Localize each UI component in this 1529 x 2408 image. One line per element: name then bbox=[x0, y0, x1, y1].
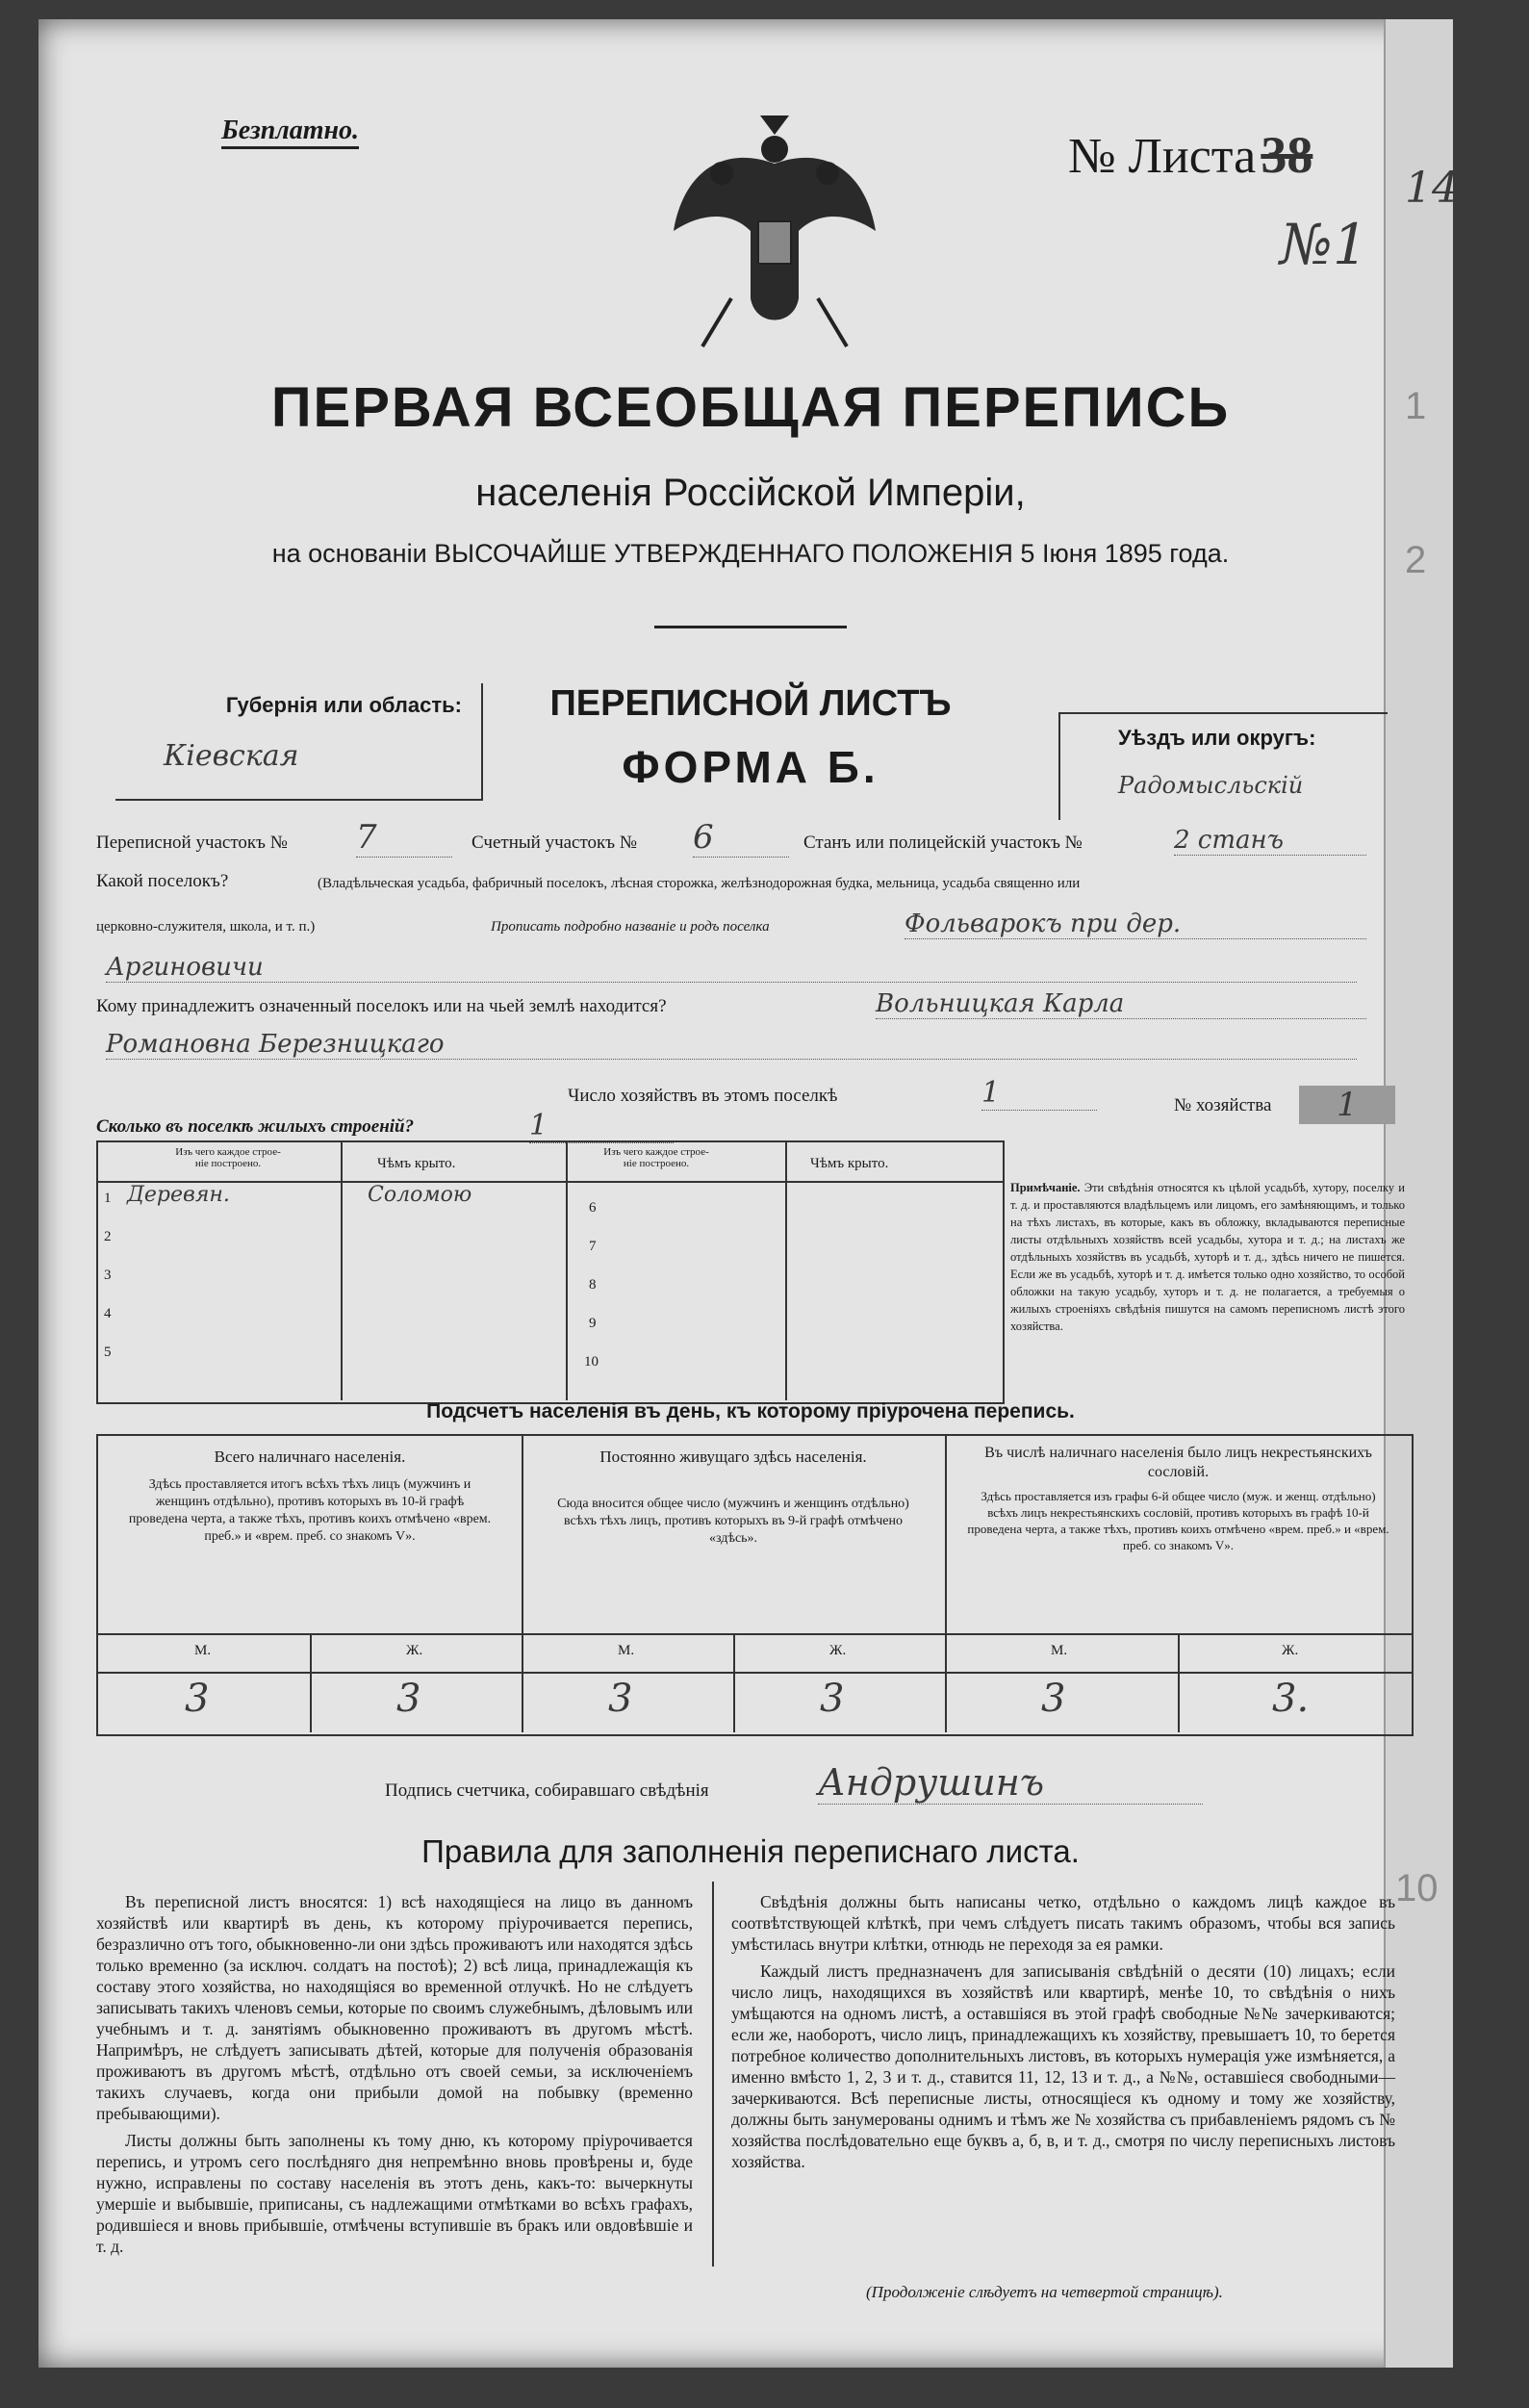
rules-right-paragraph-1: Свѣдѣнія должны быть написаны четко, отдѣльно о каждомъ лицѣ каждое въ соотвѣтствующей клѣткѣ, при чемъ слѣдуетъ писать такимъ образомъ, чтобы вся запись умѣстилась внутри клѣтки, отнюдь не переходя за ея рамки. bbox=[731, 1892, 1395, 1954]
household-number-label: № хозяйства bbox=[1174, 1095, 1272, 1115]
settlement-instruction: Прописать подробно названіе и родъ поселка bbox=[491, 919, 770, 935]
buildings-row-6: 6 bbox=[589, 1200, 597, 1216]
signature-label: Подпись счетчика, собиравшаго свѣдѣнія bbox=[385, 1780, 709, 1801]
buildings-row-10: 10 bbox=[584, 1354, 599, 1370]
total-f-label: Ж. bbox=[406, 1643, 423, 1658]
buildings-row-7: 7 bbox=[589, 1239, 597, 1254]
nonpeasant-f-label: Ж. bbox=[1282, 1643, 1299, 1658]
buildings-col-roof-right: Чѣмъ крыто. bbox=[810, 1156, 889, 1171]
count-district-label: Счетный участокъ № bbox=[471, 833, 637, 853]
stan-label: Станъ или полицейскій участокъ № bbox=[803, 833, 1083, 853]
form-title: ПЕРЕПИСНОЙ ЛИСТЪ bbox=[549, 683, 952, 724]
rules-divider bbox=[712, 1882, 714, 2267]
resident-f-label: Ж. bbox=[829, 1643, 847, 1658]
population-col-nonpeasant bbox=[945, 1436, 1412, 1553]
buildings-row-8: 8 bbox=[589, 1277, 597, 1293]
buildings-col-material-left: Изъ чего каждое строе- ніе построено. bbox=[175, 1146, 281, 1169]
sheet-number-value: 38 bbox=[1261, 126, 1313, 184]
buildings-row-9: 9 bbox=[589, 1316, 597, 1331]
settlement-value-1: Фольварокъ при дер. bbox=[905, 909, 1366, 939]
free-of-charge-label: Безплатно. bbox=[221, 115, 359, 149]
buildings-row-2: 2 bbox=[104, 1229, 112, 1244]
sheet-number bbox=[1068, 125, 1312, 185]
settlement-label: Какой поселокъ? bbox=[96, 871, 229, 891]
census-sheet bbox=[38, 19, 1486, 2368]
note-label: Примѣчаніе. bbox=[1010, 1181, 1081, 1194]
col-total-desc: Здѣсь проставляется итогъ всѣхъ тѣхъ лицъ (мужчинъ и женщинъ отдѣльно), противъ которыхъ въ 10-й графѣ проведена черта, а также тѣхъ, противъ коихъ отмѣчено «врем. преб.» и «врем. преб. со знакомъ V». bbox=[128, 1477, 492, 1544]
buildings-row-5: 5 bbox=[104, 1345, 112, 1360]
uezd-label: Уѣздъ или округъ: bbox=[1118, 726, 1316, 750]
margin-row-10: 10 bbox=[1395, 1867, 1439, 1909]
population-table bbox=[96, 1434, 1414, 1736]
form-type: ФОРМА Б. bbox=[622, 742, 879, 792]
buildings-note bbox=[1010, 1179, 1405, 1335]
population-heading: Подсчетъ населенія въ день, къ которому пріурочена перепись. bbox=[426, 1400, 1075, 1422]
buildings-row-1-material: Деревян. bbox=[127, 1183, 230, 1207]
gubernia-label: Губернія или область: bbox=[225, 693, 462, 717]
settlement-hint-2: церковно-служителя, школа, и т. п.) bbox=[96, 919, 316, 935]
rules-continued-note: (Продолженіе слѣдуетъ на четвертой страницѣ). bbox=[866, 2283, 1223, 2301]
col-total-title: Всего наличнаго населенія. bbox=[214, 1447, 406, 1466]
rules-left-paragraph-1: Въ переписной листъ вносятся: 1) всѣ находящіеся на лицо въ данномъ хозяйствѣ или квартирѣ въ день, къ которому пріурочивается перепись, безразлично отъ того, обыкновенно-ли они здѣсь проживаютъ или находятся здѣсь только временно (за исключ. солдатъ на постоѣ); 2) всѣ лица, принадлежащія къ составу этого хозяйства, но находящіяся во временной отлучкѣ. Но не слѣдуетъ записывать такихъ членовъ семьи, которые по своимъ служебнымъ, дѣловымъ или учебнымъ и т. д. занятіямъ обыкновенно проживаютъ въ другомъ мѣстѣ. Напримѣръ, не слѣдуетъ записывать дѣтей, которые для полученія образованія проживаютъ въ другомъ мѣстѣ, отдѣльно отъ своей семьи, за исключеніемъ такихъ случаевъ, когда они прибыли домой на побывку (временно пребывающими). bbox=[96, 1892, 693, 2123]
main-title: ПЕРВАЯ ВСЕОБЩАЯ ПЕРЕПИСЬ bbox=[270, 376, 1231, 439]
col-resident-title: Постоянно живущаго здѣсь населенія. bbox=[599, 1447, 867, 1466]
households-value: 1 bbox=[981, 1076, 1097, 1111]
buildings-row-1-roof: Соломою bbox=[368, 1183, 472, 1207]
total-m-label: М. bbox=[194, 1643, 212, 1658]
signature-value: Андрушинъ bbox=[818, 1761, 1203, 1805]
nonpeasant-f-value: 3. bbox=[1272, 1677, 1310, 1721]
gubernia-value: Кіевская bbox=[164, 739, 299, 773]
household-number-value: 1 bbox=[1299, 1086, 1395, 1124]
resident-m-label: М. bbox=[618, 1643, 635, 1658]
buildings-value: 1 bbox=[529, 1109, 674, 1143]
rules-heading: Правила для заполненія переписнаго листа. bbox=[421, 1833, 1080, 1869]
owner-value-1: Вольницкая Карла bbox=[876, 989, 1366, 1019]
margin-row-2: 2 bbox=[1405, 539, 1427, 581]
owner-label: Кому принадлежитъ означенный поселокъ или на чьей землѣ находится? bbox=[96, 996, 667, 1016]
settlement-value-2: Аргиновичи bbox=[106, 953, 1357, 983]
rules-left-column bbox=[96, 1891, 693, 2257]
margin-row-1: 1 bbox=[1405, 385, 1427, 427]
population-col-resident bbox=[522, 1436, 945, 1548]
population-col-total bbox=[98, 1436, 522, 1546]
buildings-row-3: 3 bbox=[104, 1268, 112, 1283]
col-resident-desc: Сюда вносится общее число (мужчинъ и женщинъ отдѣльно) всѣхъ тѣхъ лицъ, противъ которыхъ въ 9-й графѣ отмѣчено «здѣсь». bbox=[557, 1497, 909, 1546]
sheet-number-label: № Листа bbox=[1068, 129, 1257, 184]
title-rule bbox=[654, 626, 847, 628]
total-m-value: 3 bbox=[185, 1677, 210, 1721]
double-headed-eagle-emblem bbox=[664, 106, 885, 356]
rules-right-paragraph-2: Каждый листъ предназначенъ для записыванія свѣдѣній о десяти (10) лицахъ; если число лицъ, находящихся въ хозяйствѣ или квартирѣ, менѣе 10, то свѣдѣнія о нихъ умѣщаются на одномъ листѣ, а оставшіяся въ этой графѣ свободные №№ зачеркиваются; если же, наоборотъ, число лицъ, принадлежащихъ къ хозяйству, превышаетъ 10, то берется потребное количество дополнительныхъ листовъ, въ которыхъ нумерація уже измѣняется, а именно вмѣсто 1, 2, 3 и т. д., ставится 11, 12, 13 и т. д., а №№, оставшіеся свободными—зачеркиваются. Всѣ переписные листы, относящіеся къ одному и тому же хозяйству, должны быть занумерованы однимъ и тѣмъ же № хозяйства съ прибавленіемъ рядомъ съ № хозяйства послѣдовательно еще буквъ а, б, в, и т. д., смотря по числу переписныхъ листовъ хозяйства. bbox=[731, 1961, 1395, 2171]
nonpeasant-m-value: 3 bbox=[1041, 1677, 1066, 1721]
buildings-table bbox=[96, 1140, 1005, 1404]
gubernia-box bbox=[115, 683, 483, 801]
total-f-value: 3 bbox=[396, 1677, 421, 1721]
buildings-label: Сколько въ поселкѣ жилыхъ строеній? bbox=[96, 1116, 415, 1137]
buildings-row-4: 4 bbox=[104, 1306, 112, 1321]
subtitle-basis: на основаніи ВЫСОЧАЙШЕ УТВЕРЖДЕННАГО ПОЛОЖЕНІЯ 5 Іюня 1895 года. bbox=[271, 539, 1230, 568]
rules-left-paragraph-2: Листы должны быть заполнены къ тому дню, къ которому пріурочивается перепись, и утромъ сего послѣдняго дня непремѣнно вновь провѣрены и, буде нужно, исправлены по составу населенія въ этотъ день, какъ-то: вычеркнуты умершіе и выбывшіе, приписаны, съ надлежащими отмѣтками во всѣхъ графахъ, родившіеся и вновь прибывшіе, отмѣчены вступившіе въ бракъ или овдовѣвшіе и т. д. bbox=[96, 2131, 693, 2256]
sheet-number-handwritten: №1 bbox=[1280, 212, 1368, 277]
settlement-hint: (Владѣльческая усадьба, фабричный поселокъ, лѣсная сторожка, желѣзнодорожная будка, мельница, усадьба священно или bbox=[318, 876, 1081, 891]
uezd-box bbox=[1058, 712, 1388, 820]
buildings-row-1: 1 bbox=[104, 1191, 112, 1206]
nonpeasant-m-label: М. bbox=[1051, 1643, 1068, 1658]
census-district-value: 7 bbox=[356, 818, 452, 858]
owner-value-2: Романовна Березницкаго bbox=[106, 1030, 1357, 1060]
stan-value: 2 станъ bbox=[1174, 826, 1366, 856]
count-district-value: 6 bbox=[693, 818, 789, 858]
uezd-value: Радомысльскій bbox=[1118, 772, 1304, 799]
note-text: Эти свѣдѣнія относятся къ цѣлой усадьбѣ, хутору, поселку и т. д. и проставляются владѣльцемъ или лицомъ, его замѣняющимъ, и только на тѣхъ листахъ, въ которые, какъ въ обложку, вкладываются переписные листы отдѣльныхъ хозяйствъ всей усадьбы, хутора и т. д.; на листахъ же отдѣльныхъ хозяйствъ въ усадьбѣ, хуторѣ и т. д., здѣсь ничего не пишется. Если же въ усадьбѣ, хуторѣ и т. д. имѣется только одно хозяйство, то особой обложки на такую усадьбу, хуторъ и т. д. не полагается, а требуемыя о жилыхъ строеніяхъ свѣдѣнія пишутся на самомъ переписномъ листѣ этого хозяйства. bbox=[1010, 1181, 1405, 1333]
col-nonpeasant-desc: Здѣсь проставляется изъ графы 6-й общее число (муж. и женщ. отдѣльно) всѣхъ лицъ некрестьянскихъ сословій, противъ которыхъ въ графѣ 10-й проведена черта, а также тѣхъ, противъ коихъ отмѣчено «врем. преб.» и «врем. преб. со знакомъ V». bbox=[967, 1489, 1389, 1552]
buildings-col-material-right: Изъ чего каждое строе- ніе построено. bbox=[603, 1146, 709, 1169]
resident-m-value: 3 bbox=[608, 1677, 633, 1721]
margin-number: 144 bbox=[1405, 164, 1486, 213]
census-district-label: Переписной участокъ № bbox=[96, 833, 288, 853]
resident-f-value: 3 bbox=[820, 1677, 845, 1721]
col-nonpeasant-title: Въ числѣ наличнаго населенія было лицъ некрестьянскихъ сословій. bbox=[984, 1445, 1372, 1480]
buildings-col-roof-left: Чѣмъ крыто. bbox=[377, 1156, 456, 1171]
households-label: Число хозяйствъ въ этомъ поселкѣ bbox=[568, 1086, 838, 1106]
rules-right-column bbox=[731, 1891, 1395, 2172]
subtitle: населенія Россійской Имперіи, bbox=[475, 472, 1026, 514]
